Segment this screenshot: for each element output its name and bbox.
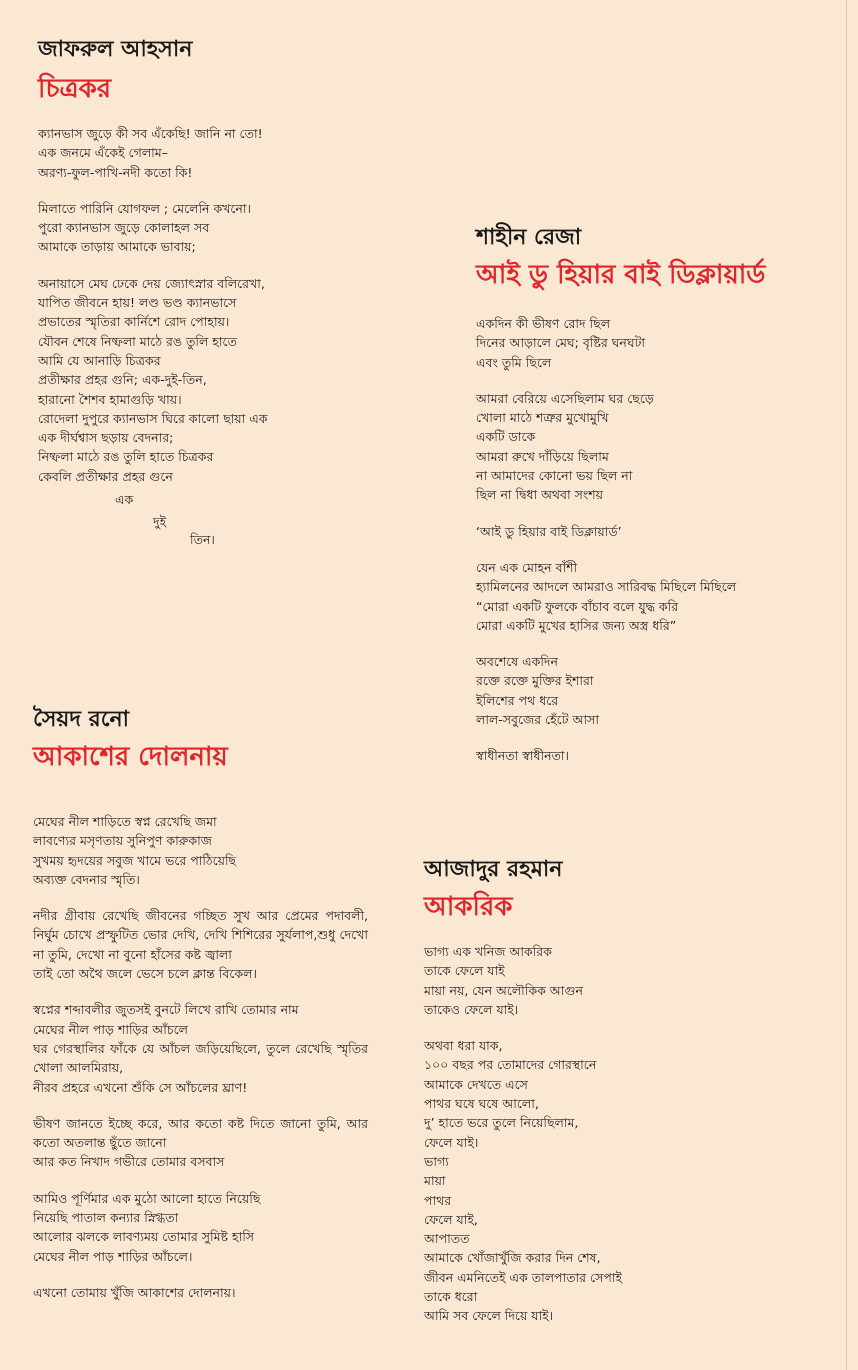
poem-line: তাকে ফেলে যাই (424, 963, 505, 979)
poem-line: ছিল না দ্বিধা অথবা সংশয় (476, 487, 603, 503)
poem-line: না আমাদের কোনো ভয় ছিল না (476, 468, 633, 484)
count-line: তিন। (190, 532, 215, 547)
poem-line: অবশেষে একদিন (476, 654, 558, 670)
poem-line: ঘর গেরস্থালির ফাঁকে যে আঁচল জড়িয়েছিলে, তুলে রেখেছি স্মৃতির খোলা আলমিরায়, (33, 1040, 368, 1076)
poem-title: চিত্রকর (38, 74, 112, 104)
poem-line: যাপিত জীবনে হায়! লণ্ড ভণ্ড ক্যানভাসে (38, 295, 237, 311)
poem-line: ‘আই ডু হিয়ার বাই ডিক্লায়ার্ড’ (476, 523, 622, 539)
stanza (38, 199, 358, 257)
stanza (33, 1000, 368, 1096)
poem-line: অব্যক্ত বেদনার স্মৃতি। (33, 871, 140, 887)
poem-line: কেবলি প্রতীক্ষার প্রহর গুনে (38, 468, 173, 484)
poem-line: হ্যামিলনের আদলে আমরাও সারিবদ্ধ মিছিলে মিছিলে (476, 579, 737, 595)
poem-line: অনায়াসে মেঘ ঢেকে দেয় জ্যোৎস্নার বলিরেখা, (38, 275, 265, 291)
poem-line: মেঘের নীল শাড়িতে স্বপ্ন রেখেছি জমা (33, 814, 217, 829)
poem-line: এখনো তোমায় খুঁজি আকাশের দোলনায়। (33, 1284, 236, 1300)
poem-line: মায়া নয়, যেন অলৌকিক আগুন (424, 982, 583, 998)
author-name: শাহীন রেজা (476, 225, 582, 250)
poem-line: আমিও পূর্ণিমার এক মুঠো আলো হাতে নিয়েছি (33, 1190, 261, 1206)
poem-line: প্রভাতের স্মৃতিরা কার্নিশে রোদ পোহায়। (38, 314, 230, 330)
poem-line: ফেলে যাই, (424, 1211, 478, 1227)
author-name: সৈয়দ রনো (33, 707, 130, 732)
count-line: দুই (153, 514, 167, 529)
poem-line: নিয়েছি পাতাল কন্যার স্নিগ্ধতা (33, 1210, 179, 1226)
poem-line: যেন এক মোহন বাঁশী (476, 559, 578, 575)
poem-line: পুরো ক্যানভাস জুড়ে কোলাহল সব (38, 220, 210, 236)
poem-line: আমি সব ফেলে দিয়ে যাই। (424, 1308, 554, 1324)
poem-line: হারানো শৈশব হামাগুড়ি খায়। (38, 391, 182, 407)
stanza (424, 942, 744, 1019)
stanza (476, 652, 816, 729)
poem-line: একদিন কী ভীষণ রোদ ছিল (476, 316, 611, 331)
poem-line: লাল-সবুজের হেঁটে আসা (476, 712, 599, 728)
poem-line: যৌবন শেষে নিষ্ফলা মাঠে রঙ তুলি হাতে (38, 333, 237, 349)
stanza (476, 522, 816, 541)
count-line: এক (115, 492, 134, 507)
poem-line: আর কত নিখাদ গভীরে তোমার বসবাস (33, 1154, 225, 1170)
stanza (476, 314, 816, 372)
poem-line: এক দীর্ঘশ্বাস ছড়ায় বেদনার; (38, 430, 174, 446)
poem-line: স্বাধীনতা স্বাধীনতা। (476, 748, 570, 764)
poem-line: ক্যানভাস জুড়ে কী সব এঁকেছি! জানি না তো! (38, 126, 263, 141)
poem-line: আপাতত (424, 1231, 470, 1247)
poem-line: নীরব প্রহরে এখনো শুঁকি সে আঁচলের ঘ্রাণ! (33, 1079, 248, 1095)
poem-line: তাই তো অথৈ জলে ভেসে চলে ক্লান্ত বিকেল। (33, 966, 257, 982)
stanza (33, 1189, 368, 1266)
poem-declared (476, 224, 816, 766)
poem-line: আমরা বেরিয়ে এসেছিলাম ঘর ছেড়ে (476, 390, 654, 406)
poem-line: স্বপ্নের শব্দাবলীর জুতসই বুনটে লিখে রাখি তোমার নাম (33, 1002, 299, 1018)
poem-line: আমাকে দেখতে এসে (424, 1076, 528, 1092)
poem-line: আলোর ঝলকে লাবণ্যময় তোমার সুমিষ্ট হাসি (33, 1229, 255, 1245)
poem-line: আমরা রুখে দাঁড়িয়ে ছিলাম (476, 448, 609, 464)
poem-title: আকরিক (424, 892, 513, 922)
poem-line: ১০০ বছর পর তোমাদের গোরস্থানে (424, 1057, 597, 1073)
poem-line: মায়া (424, 1173, 446, 1189)
poem-line: লাবণ্যের মসৃণতায় সুনিপুণ কারুকাজ (33, 833, 212, 849)
poem-line: আমি যে আনাড়ি চিত্রকর (38, 352, 161, 368)
poem-line: তাকে ধরো (424, 1289, 478, 1305)
poem-line: খোলা মাঠে শত্রুর মুখোমুখি (476, 410, 609, 426)
poem-line: নদীর গ্রীবায় রেখেছি জীবনের গচ্ছিত সুখ আর প্রেমের পদাবলী, নির্ঘুম চোখে প্রস্ফুটিত ভোর দেখি, দেখি শিশিরের সুর্যলাপ,শুধু দেখো না তুমি, দেখো না বুনো হাঁসের কষ্ট জ্বালা (33, 908, 368, 962)
stanza (33, 1114, 368, 1172)
poem-line: দিনের আড়ালে মেঘ; বৃষ্টির ঘনঘটা (476, 335, 646, 351)
poem-line: রোদেলা দুপুরে ক্যানভাস ঘিরে কালো ছায়া এক (38, 410, 268, 426)
poem-body (424, 942, 744, 1326)
stanza (424, 1036, 744, 1325)
poem-chitrokor (38, 36, 358, 505)
poem-line: তাকেও ফেলে যাই। (424, 1001, 519, 1017)
poem-body (38, 124, 358, 505)
poem-akorik (424, 856, 744, 1326)
stanza (33, 906, 368, 983)
stanza (33, 812, 368, 889)
poem-line: রক্তে রক্তে মুক্তির ইশারা (476, 673, 594, 689)
poem-line: ফেলে যাই। (424, 1134, 479, 1150)
stanza (476, 558, 816, 635)
poem-line: দু’ হাতে ভরে তুলে নিয়েছিলাম, (424, 1115, 579, 1131)
stanza (38, 124, 358, 182)
poem-line: “মোরা একটি ফুলকে বাঁচাব বলে যুদ্ধ করি (476, 598, 679, 614)
poem-line: এক জনমে এঁকেই গেলাম– (38, 145, 168, 161)
poem-line: অথবা ধরা যাক, (424, 1038, 503, 1054)
stanza (476, 389, 816, 505)
stanza (33, 1283, 368, 1302)
poem-line: ভাগ্য এক খনিজ আকরিক (424, 944, 552, 959)
poem-line (38, 486, 358, 505)
poem-title: আকাশের দোলনায় (33, 742, 228, 772)
poem-line: পাথর (424, 1192, 452, 1208)
stanza (476, 746, 816, 765)
poem-line: জীবন এমনিতেই এক তালপাতার সেপাই (424, 1269, 622, 1285)
poem-title: আই ডু হিয়ার বাই ডিক্লায়ার্ড (476, 260, 766, 290)
poem-line: মেঘের নীল পাড় শাড়ির আঁচলে (33, 1021, 188, 1037)
poem-line: একটি ডাকে (476, 429, 536, 445)
poem-body (476, 314, 816, 766)
poem-line: মিলাতে পারিনি যোগফল ; মেলেনি কখনো। (38, 200, 251, 216)
poem-line: আমাকে তাড়ায় আমাকে ভাবায়; (38, 239, 196, 255)
poem-line: ভীষণ জানতে ইচ্ছে করে, আর কতো কষ্ট দিতে জানো তুমি, আর কতো অতলান্ত ছুঁতে জানো (33, 1115, 368, 1151)
author-name: আজাদুর রহমান (424, 857, 563, 882)
poem-line: এবং তুমি ছিলে (476, 354, 552, 370)
poem-line: পাথর ঘষে ঘষে আলো, (424, 1096, 539, 1112)
poem-line: অরণ্য-ফুল-পাখি-নদী কতো কি! (38, 164, 193, 180)
poem-line: ভাগ্য (424, 1153, 449, 1169)
poem-line: নিষ্ফলা মাঠে রঙ তুলি হাতে চিত্রকর (38, 449, 214, 465)
poem-body (33, 812, 368, 1302)
poem-line: আমাকে খোঁজাখুঁজি করার দিন শেষ, (424, 1250, 601, 1266)
stanza (38, 274, 358, 506)
poem-line: প্রতীক্ষার প্রহর গুনি; এক-দুই-তিন, (38, 372, 207, 388)
poem-line: মেঘের নীল পাড় শাড়ির আঁচলে। (33, 1248, 193, 1264)
poem-line: ইলিশের পথ ধরে (476, 692, 559, 708)
poem-line: মোরা একটি মুখের হাসির জন্য অস্ত্র ধরি” (476, 617, 677, 633)
poem-line: সুখময় হৃদয়ের সবুজ খামে ভরে পাঠিয়েছি (33, 852, 237, 868)
poem-akasher-dolnay (33, 706, 368, 1302)
author-name: জাফরুল আহসান (38, 37, 193, 62)
